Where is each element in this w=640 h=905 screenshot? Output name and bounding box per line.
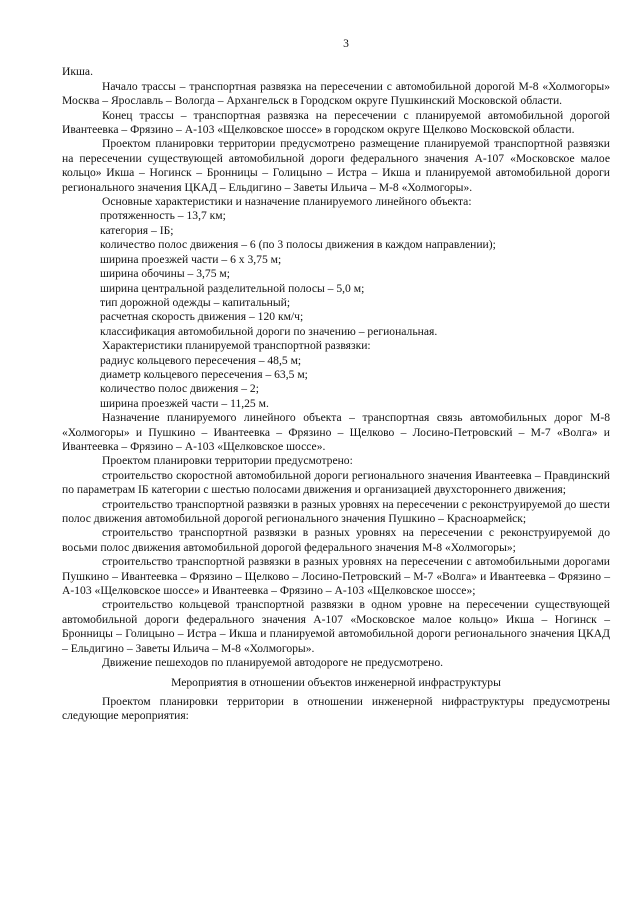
- characteristic-item: ширина проезжей части – 6 х 3,75 м;: [100, 252, 282, 266]
- paragraph-junction-placement: Проектом планировки территории предусмотрено размещение планируемой транспортной развязки на пересечении существующей автомобильной дороги федерального значения А-107 «Московское малое кольцо» Икша – Ногинск – Бронницы – Голицыно – Истра – Икша и планируемой автомобильной дороги регионального значения ЦКАД – Ельдигино – Заветы Ильича – М-8 «Холмогоры».: [62, 137, 610, 194]
- characteristic-item: протяженность – 13,7 км;: [100, 209, 226, 223]
- section-heading: Мероприятия в отношении объектов инженерной инфраструктуры: [171, 676, 501, 690]
- junction-characteristic-item: ширина проезжей части – 11,25 м.: [100, 396, 269, 410]
- characteristic-item: ширина обочины – 3,75 м;: [100, 267, 230, 281]
- paragraph-continuation: Икша.: [62, 65, 93, 79]
- provided-item: строительство транспортной развязки в разных уровнях на пересечении с автомобильными дорогами Пушкино – Ивантеевка – Фрязино – Щелково – Лосино-Петровский – М-7 «Волга» и Ивантеевка – Фрязино – А-103 «Щелковское шоссе» и Ивантеевка – Фрязино – А-103 «Щелковское шоссе»;: [62, 555, 610, 598]
- characteristic-item: классификация автомобильной дороги по значению – региональная.: [100, 324, 438, 338]
- junction-characteristic-item: количество полос движения – 2;: [100, 382, 259, 396]
- paragraph-route-start: Начало трассы – транспортная развязка на пересечении с автомобильной дорогой М-8 «Холмогоры» Москва – Ярославль – Вологда – Архангельск в Городском округе Пушкинский Московской области.: [62, 79, 610, 108]
- provided-item: строительство транспортной развязки в разных уровнях на пересечении с реконструируемой до восьми полос движения автомобильной дорогой федерального значения М-8 «Холмогоры»;: [62, 526, 610, 554]
- characteristic-item: расчетная скорость движения – 120 км/ч;: [100, 310, 304, 324]
- provided-item: строительство скоростной автомобильной дороги регионального значения Ивантеевка – Правдинский по параметрам IБ категории с шестью полосами движения и организацией двухстороннего движения;: [62, 468, 610, 497]
- junction-characteristic-item: диаметр кольцевого пересечения – 63,5 м;: [100, 367, 308, 381]
- characteristic-item: категория – IБ;: [100, 223, 174, 237]
- junction-characteristics-title: Характеристики планируемой транспортной развязки:: [102, 339, 371, 353]
- page-number: 3: [343, 37, 349, 50]
- provided-item: строительство транспортной развязки в разных уровнях на пересечении с реконструируемой до шести полос движения автомобильной дорогой регионального значения Пушкино – Красноармейск;: [62, 497, 610, 525]
- paragraph-section-intro: Проектом планировки территории в отношении инженерной нифраструктуры предусмотрены следующие мероприятия:: [62, 694, 610, 723]
- paragraph-pedestrians: Движение пешеходов по планируемой автодороге не предусмотрено.: [102, 656, 444, 670]
- paragraph-purpose: Назначение планируемого линейного объекта – транспортная связь автомобильных дорог М-8 «Холмогоры» и Пушкино – Ивантеевка – Фрязино – Щелково – Лосино-Петровский – М-7 «Волга» и Ивантеевка – Фрязино – А-103 «Щелковское шоссе».: [62, 411, 610, 453]
- junction-characteristic-item: радиус кольцевого пересечения – 48,5 м;: [100, 353, 302, 367]
- characteristic-item: количество полос движения – 6 (по 3 полосы движения в каждом направлении);: [100, 238, 496, 252]
- provided-item: строительство кольцевой транспортной развязки в одном уровне на пересечении существующей автомобильной дороги федерального значения А-107 «Московское малое кольцо» Икша – Ногинск – Бронницы – Голицыно – Истра – Икша и планируемой автомобильной дороги регионального значения ЦКАД – Ельдигино – Заветы Ильича – М-8 «Холмогоры».: [62, 598, 610, 655]
- characteristic-item: ширина центральной разделительной полосы – 5,0 м;: [100, 281, 365, 295]
- paragraph-provided-intro: Проектом планировки территории предусмотрено:: [102, 454, 353, 468]
- characteristic-item: тип дорожной одежды – капитальный;: [100, 295, 291, 309]
- paragraph-route-end: Конец трассы – транспортная развязка на пересечении с планируемой автомобильной дорогой Ивантеевка – Фрязино – А-103 «Щелковское шоссе» в городском округе Щелково Московской области.: [62, 108, 610, 137]
- paragraph-characteristics-intro: Основные характеристики и назначение планируемого линейного объекта:: [102, 195, 472, 209]
